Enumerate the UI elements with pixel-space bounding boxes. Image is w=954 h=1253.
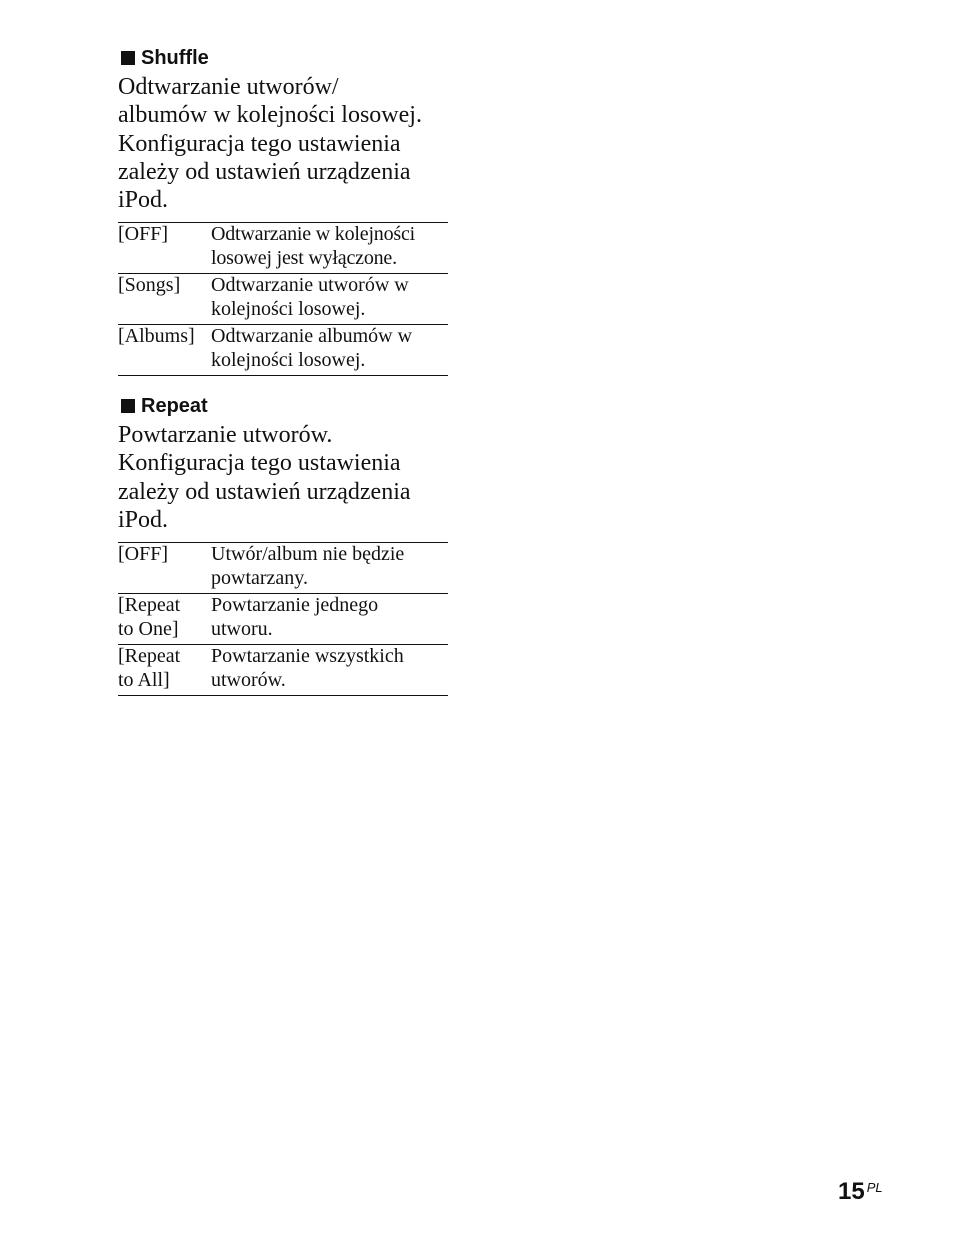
option-description-line: Utwór/album nie będzie [211,543,405,566]
option-key [118,645,211,696]
repeat-heading-label: Repeat [141,395,208,417]
page-number-value: 15 [838,1178,865,1205]
shuffle-description-line: iPod. [118,187,169,214]
option-key-line: to All] [118,668,170,691]
repeat-description-line: zależy od ustawień urządzenia [118,478,411,505]
option-description-line: utworów. [211,668,286,691]
shuffle-heading-label: Shuffle [141,47,209,69]
option-description [211,325,448,376]
shuffle-heading [118,46,448,70]
option-description-line: Powtarzanie jednego [211,594,379,617]
option-key-line: [Repeat [118,645,181,668]
option-description [211,274,448,325]
table-row [118,325,448,376]
repeat-description-line: Konfiguracja tego ustawienia [118,450,401,477]
option-key-line: [OFF] [118,223,169,246]
option-key [118,274,211,325]
shuffle-options-table [118,222,448,376]
shuffle-section [118,46,448,376]
shuffle-description-line: albumów w kolejności losowej. [118,102,422,129]
repeat-description [118,421,448,534]
shuffle-description-line: zależy od ustawień urządzenia [118,158,411,185]
table-row [118,223,448,274]
option-description [211,645,448,696]
option-description-line: Odtwarzanie w kolejności [211,223,416,246]
option-description-line: kolejności losowej. [211,297,366,320]
option-key-line: [Repeat [118,594,181,617]
table-row [118,274,448,325]
table-row [118,543,448,594]
repeat-description-line: Powtarzanie utworów. [118,422,333,448]
option-key [118,594,211,645]
option-description-line: Odtwarzanie albumów w [211,325,413,348]
black-square-icon [121,399,135,413]
option-description-line: utworu. [211,617,273,640]
option-key [118,325,211,376]
option-key-line: [Songs] [118,274,181,297]
option-description-line: kolejności losowej. [211,348,366,371]
option-description-line: powtarzany. [211,566,308,589]
option-description [211,223,448,274]
option-key [118,223,211,274]
language-code: PL [866,1180,883,1195]
table-row [118,645,448,696]
shuffle-description-line: Odtwarzanie utworów/ [118,74,339,100]
option-description-line: losowej jest wyłączone. [211,246,397,269]
table-row [118,594,448,645]
option-description-line: Odtwarzanie utworów w [211,274,409,297]
repeat-section [118,394,448,696]
option-key-line: [Albums] [118,325,195,348]
shuffle-description-line: Konfiguracja tego ustawienia [118,130,401,157]
option-description [211,543,448,594]
option-key-line: [OFF] [118,543,169,566]
option-description [211,594,448,645]
option-key-line: to One] [118,617,179,640]
repeat-heading [118,394,448,418]
black-square-icon [121,51,135,65]
option-key [118,543,211,594]
option-description-line: Powtarzanie wszystkich [211,645,404,668]
repeat-options-table [118,542,448,696]
page-number [838,1178,883,1206]
shuffle-description [118,73,448,214]
repeat-description-line: iPod. [118,506,169,533]
